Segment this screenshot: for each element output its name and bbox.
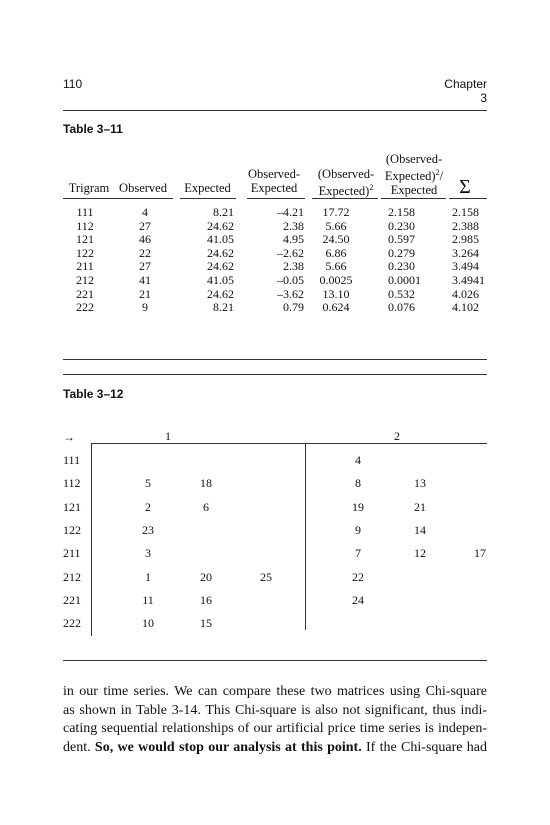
- matrix-cell: 2: [145, 499, 151, 514]
- table-cell: 21: [139, 286, 151, 301]
- table-3-12-title: Table 3–12: [63, 387, 124, 401]
- table-cell: 4: [142, 205, 148, 219]
- matrix-cell: 18: [200, 476, 212, 491]
- table-3-11-rule-1: [63, 359, 487, 360]
- matrix-cell: 10: [142, 616, 154, 631]
- matrix-cell: 23: [142, 522, 154, 537]
- matrix-cell: 11: [142, 592, 154, 607]
- header-obs-minus-exp: Observed- Expected: [247, 167, 301, 195]
- matrix-cell: 16: [200, 592, 212, 607]
- table-cell: 0.0025: [319, 273, 353, 287]
- table-cell: 0.79: [283, 300, 304, 315]
- table-cell: 0.532: [388, 286, 415, 301]
- header-expected: Expected: [184, 181, 231, 195]
- body-line: in our time series. We can compare these two matrices using Chi-square: [63, 684, 487, 699]
- matrix-cell: 8: [355, 476, 361, 491]
- table-cell: 8.21: [213, 300, 234, 315]
- matrix-cell: 5: [145, 476, 151, 491]
- body-paragraph: [63, 683, 487, 757]
- matrix-cell: 21: [414, 499, 426, 514]
- row-label: 112: [63, 476, 81, 491]
- table-cell: 4.026: [452, 286, 479, 301]
- row-label: 222: [63, 616, 81, 631]
- table-cell: 0.076: [388, 300, 415, 315]
- header-rule: [63, 110, 487, 111]
- matrix-cell: 12: [414, 546, 426, 561]
- table-cell: 3.264: [452, 245, 479, 260]
- matrix-cell: 19: [352, 499, 364, 514]
- row-label: 122: [63, 522, 81, 537]
- row-label-divider: [91, 443, 92, 636]
- table-3-12-header-rule: [91, 443, 487, 444]
- table-cell: 24.62: [207, 245, 234, 260]
- table-cell: 211: [76, 259, 94, 274]
- table-cell: 0.230: [388, 259, 415, 274]
- matrix-cell: 20: [200, 569, 212, 584]
- table-cell: 41.05: [207, 232, 234, 247]
- table-cell: 112: [76, 218, 94, 233]
- matrix-cell: 9: [355, 522, 361, 537]
- bold-statement: So, we would stop our analysis at this point.: [94, 739, 362, 755]
- table-cell: 0.279: [388, 245, 415, 260]
- table-cell: –4.21: [277, 205, 304, 219]
- table-cell: 27: [139, 218, 151, 233]
- row-label: 221: [63, 592, 81, 607]
- matrix-cell: 25: [260, 569, 272, 584]
- header-trigram: Trigram: [68, 181, 110, 195]
- table-3-11-rule-2: [63, 374, 487, 375]
- table-cell: 17.72: [322, 205, 350, 219]
- table-cell: 41: [139, 273, 151, 287]
- table-cell: 41.05: [207, 273, 234, 287]
- page-number: 110: [63, 77, 83, 91]
- matrix-cell: 6: [203, 499, 209, 514]
- table-cell: 4.95: [283, 232, 304, 247]
- table-cell: 122: [76, 245, 94, 260]
- table-cell: 0.624: [322, 300, 350, 315]
- table-cell: 8.21: [213, 205, 234, 219]
- matrix-cell: 22: [352, 569, 364, 584]
- table-cell: 24.62: [207, 218, 234, 233]
- table-cell: 111: [76, 205, 94, 219]
- table-3-11-title: Table 3–11: [63, 122, 123, 136]
- matrix-cell: 17: [474, 546, 486, 561]
- body-line: as shown in Table 3-14. This Chi-square is also not significant, thus indi-: [63, 702, 487, 718]
- table-cell: 5.66: [325, 259, 347, 274]
- table-cell: 0.597: [388, 232, 415, 247]
- table-cell: 2.158: [452, 205, 479, 219]
- table-cell: 24.62: [207, 259, 234, 274]
- header-observed: Observed: [119, 181, 167, 195]
- header-chi-component: (Observed- Expected)$^2$/ Expected: [384, 152, 444, 198]
- table-cell: 6.86: [325, 245, 347, 260]
- table-cell: 3.494: [452, 259, 479, 274]
- group-2-label: 2: [394, 429, 400, 443]
- table-3-12-rule: [63, 660, 487, 661]
- table-cell: 212: [76, 273, 94, 287]
- matrix-cell: 1: [145, 569, 151, 584]
- body-line: cating sequential relationships of our artificial price time series is indepen-: [63, 721, 487, 736]
- header-underlines: [0, 198, 550, 199]
- body-line: dent. So, we would stop our analysis at this point. If the Chi-square had: [63, 739, 487, 755]
- table-cell: 2.38: [283, 259, 304, 274]
- table-cell: 2.38: [283, 218, 304, 233]
- row-label: 212: [63, 569, 81, 584]
- table-cell: 27: [139, 259, 151, 274]
- table-cell: –2.62: [277, 245, 304, 260]
- table-cell: 222: [76, 300, 94, 315]
- table-cell: 2.158: [388, 205, 415, 219]
- header-sigma: Σ: [459, 176, 471, 198]
- table-cell: 24.50: [322, 232, 350, 247]
- header-obs-exp-squared: (Observed- Expected)$^2$: [317, 167, 375, 199]
- table-cell: 221: [76, 286, 94, 301]
- chapter-label: Chapter 3: [444, 77, 487, 105]
- table-cell: 3.4941: [452, 273, 485, 287]
- table-cell: 22: [139, 245, 151, 260]
- matrix-cell: 13: [414, 476, 426, 491]
- table-cell: 9: [142, 300, 148, 315]
- table-cell: 121: [76, 232, 94, 247]
- row-label: 121: [63, 499, 81, 514]
- matrix-cell: 3: [145, 546, 151, 561]
- table-cell: 24.62: [207, 286, 234, 301]
- matrix-cell: 14: [414, 522, 426, 537]
- arrow-icon: →: [63, 430, 75, 444]
- matrix-cell: 4: [355, 453, 361, 467]
- table-cell: 0.0001: [388, 273, 421, 287]
- table-cell: 5.66: [325, 218, 347, 233]
- table-cell: 13.10: [322, 286, 350, 301]
- matrix-cell: 24: [352, 592, 364, 607]
- table-cell: 2.985: [452, 232, 479, 247]
- row-label: 111: [63, 453, 81, 467]
- table-cell: –3.62: [277, 286, 304, 301]
- table-cell: 2.388: [452, 218, 479, 233]
- group-divider: [305, 443, 306, 630]
- row-label: 211: [63, 546, 81, 561]
- matrix-cell: 7: [355, 546, 361, 561]
- group-1-label: 1: [165, 429, 171, 443]
- table-cell: 4.102: [452, 300, 479, 315]
- table-cell: 46: [139, 232, 151, 247]
- table-cell: –0.05: [277, 273, 304, 287]
- matrix-cell: 15: [200, 616, 212, 631]
- table-cell: 0.230: [388, 218, 415, 233]
